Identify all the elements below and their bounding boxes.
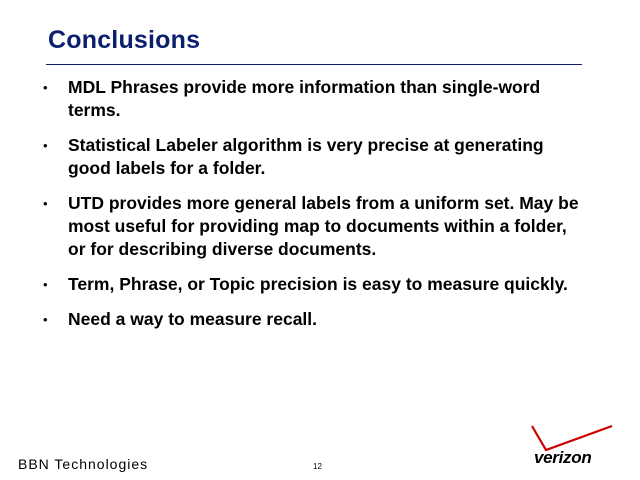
bullet-icon: • xyxy=(43,196,48,211)
bullet-item xyxy=(40,308,580,331)
bullet-item xyxy=(40,134,580,180)
bullet-list xyxy=(40,76,580,343)
bullet-icon: • xyxy=(43,312,48,327)
page-number: 12 xyxy=(313,462,322,471)
bullet-text: MDL Phrases provide more information than single-word terms. xyxy=(68,77,541,120)
bullet-text: Statistical Labeler algorithm is very precise at generating good labels for a folder. xyxy=(68,135,544,178)
bullet-item xyxy=(40,76,580,122)
bullet-icon: • xyxy=(43,80,48,95)
bullet-item xyxy=(40,192,580,261)
bullet-text: Need a way to measure recall. xyxy=(68,309,318,329)
title-divider xyxy=(46,64,582,65)
bullet-text: Term, Phrase, or Topic precision is easy to measure quickly. xyxy=(68,274,568,294)
slide-title: Conclusions xyxy=(48,26,201,54)
bullet-icon: • xyxy=(43,277,48,292)
bullet-item xyxy=(40,273,580,296)
bullet-text: UTD provides more general labels from a uniform set. May be most useful for providing map to documents within a folder, or for describing diverse documents. xyxy=(68,193,579,259)
company-name: BBN Technologies xyxy=(18,456,149,472)
bullet-icon: • xyxy=(43,138,48,153)
verizon-logo xyxy=(528,420,614,472)
logo-wordmark: verizon xyxy=(534,448,592,467)
